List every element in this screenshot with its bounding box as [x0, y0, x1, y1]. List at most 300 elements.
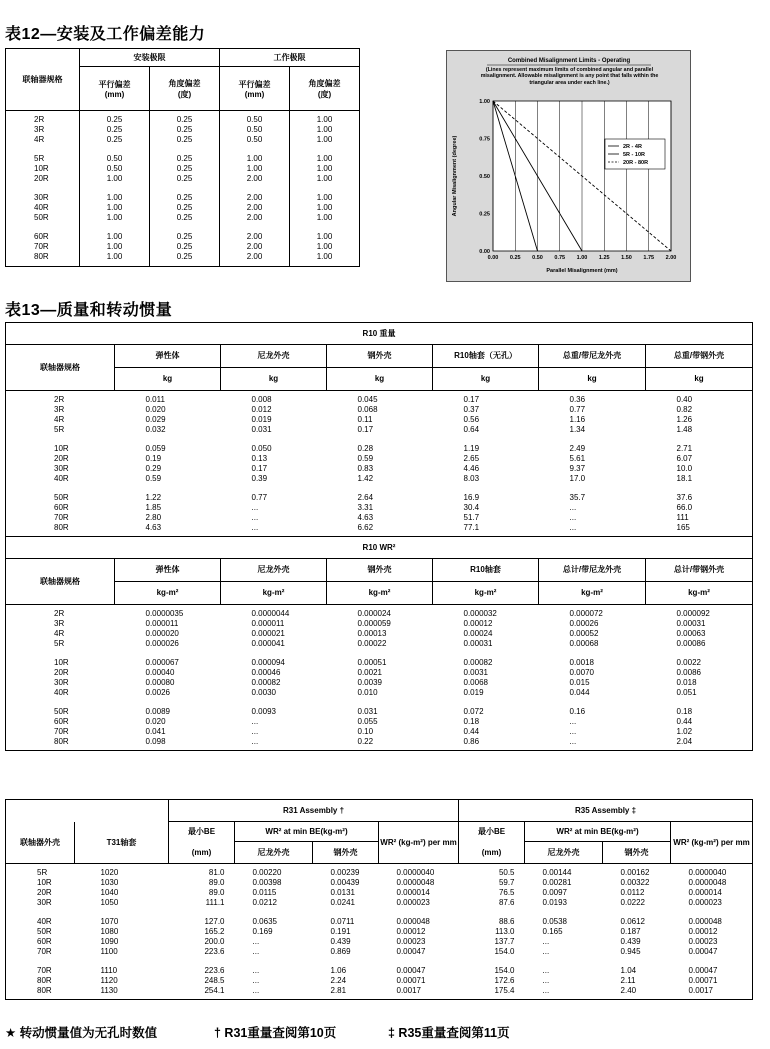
spec-cell: 60R — [37, 936, 52, 946]
value-cell: 4.63 — [145, 522, 162, 532]
value-cell: 1020 — [100, 867, 119, 877]
value-cell: 2.81 — [330, 985, 347, 995]
value-cell: 0.015 — [569, 677, 590, 687]
value-cell: 111 — [676, 512, 689, 522]
spec-cell: 80R — [6, 252, 80, 262]
value-cell: ... — [542, 985, 550, 995]
value-cell: 0.25 — [150, 125, 220, 135]
value-cell: 0.44 — [463, 726, 480, 736]
table-row — [6, 737, 753, 747]
unit-header: kg-m² — [539, 582, 646, 605]
column-header: 尼龙外壳 — [221, 345, 327, 368]
value-cell: 66.0 — [676, 502, 693, 512]
value-cell: 127.0 — [204, 916, 225, 926]
value-cell: 2.04 — [676, 736, 693, 746]
value-cell: 0.25 — [150, 164, 220, 174]
value-cell: 6.07 — [676, 453, 693, 463]
value-cell: 223.6 — [204, 965, 225, 975]
value-cell: 0.000032 — [463, 608, 497, 618]
value-cell: 1.06 — [330, 965, 347, 975]
column-header: 总重/带钢外壳 — [646, 345, 753, 368]
value-cell: 0.25 — [150, 242, 220, 252]
x-tick-label: 1.25 — [598, 255, 610, 261]
value-cell: 0.000021 — [251, 628, 285, 638]
value-cell: 0.59 — [357, 453, 374, 463]
table-row — [6, 503, 753, 513]
spec-cell: 20R — [6, 174, 80, 184]
value-cell: 0.00051 — [357, 657, 387, 667]
section-title: R10 重量 — [6, 323, 753, 345]
value-cell: 0.0000035 — [145, 608, 184, 618]
value-cell: 0.055 — [357, 716, 378, 726]
value-cell: 0.00022 — [357, 638, 387, 648]
assembly-table — [5, 799, 753, 1000]
value-cell: 6.62 — [357, 522, 374, 532]
spec-cell: 80R — [37, 975, 52, 985]
value-cell: ... — [569, 716, 577, 726]
value-cell: 0.50 — [80, 164, 150, 174]
value-cell: 0.165 — [542, 926, 563, 936]
value-cell: 0.0026 — [145, 687, 170, 697]
value-cell: 1.02 — [676, 726, 693, 736]
value-cell: 1.00 — [290, 252, 360, 262]
column-header: 弹性体 — [115, 559, 221, 582]
nylon-header: 尼龙外壳 — [235, 842, 313, 864]
spec-cell: 70R — [54, 726, 69, 736]
value-cell: 0.032 — [145, 424, 166, 434]
value-cell: 0.00047 — [396, 965, 426, 975]
unit-header: kg — [539, 368, 646, 391]
value-cell: 0.0017 — [688, 985, 713, 995]
table-row — [6, 164, 360, 174]
value-cell: 0.945 — [620, 946, 641, 956]
value-cell: 1.00 — [290, 135, 360, 145]
value-cell: 50.5 — [498, 867, 515, 877]
value-cell: 0.000048 — [688, 916, 722, 926]
chart-xlabel: Parallel Misalignment (mm) — [546, 268, 618, 274]
value-cell: 0.000094 — [251, 657, 285, 667]
value-cell: 2.80 — [145, 512, 162, 522]
value-cell: 2.00 — [220, 193, 290, 203]
value-cell: 1.26 — [676, 414, 693, 424]
value-cell: 0.00012 — [463, 618, 493, 628]
value-cell: 0.0021 — [357, 667, 382, 677]
value-cell: 0.00063 — [676, 628, 706, 638]
value-cell: 0.0711 — [330, 916, 355, 926]
value-cell: 254.1 — [204, 985, 225, 995]
table13-title: 表13—质量和转动惯量 — [5, 302, 173, 319]
value-cell: 0.00024 — [463, 628, 493, 638]
spec-cell: 5R — [54, 638, 65, 648]
value-cell: 0.0070 — [569, 667, 594, 677]
value-cell: 0.000048 — [396, 916, 430, 926]
table-row — [6, 609, 753, 619]
value-cell: 0.50 — [80, 154, 150, 164]
value-cell: 0.029 — [145, 414, 166, 424]
value-cell: 0.869 — [330, 946, 351, 956]
section-title: R10 WR² — [6, 537, 753, 559]
table-row — [6, 232, 360, 242]
table-row — [6, 395, 753, 405]
angular-header: 角度偏差 (度) — [150, 67, 220, 111]
value-cell: ... — [251, 522, 259, 532]
value-cell: 0.0212 — [252, 897, 277, 907]
value-cell: ... — [569, 736, 577, 746]
table-row — [6, 242, 360, 252]
value-cell: 0.77 — [251, 492, 268, 502]
value-cell: 1070 — [100, 916, 119, 926]
value-cell: 0.18 — [463, 716, 480, 726]
value-cell: 0.25 — [150, 174, 220, 184]
value-cell: 0.16 — [569, 706, 586, 716]
value-cell: 1.00 — [80, 213, 150, 223]
value-cell: 0.00439 — [330, 877, 360, 887]
value-cell: 2.00 — [220, 213, 290, 223]
value-cell: 0.0000040 — [396, 867, 435, 877]
value-cell: 0.0039 — [357, 677, 382, 687]
value-cell: 0.012 — [251, 404, 272, 414]
value-cell: 0.010 — [357, 687, 378, 697]
value-cell: 0.00026 — [569, 618, 599, 628]
table-row — [6, 868, 753, 878]
value-cell: 0.0222 — [620, 897, 645, 907]
value-cell: 1.00 — [80, 174, 150, 184]
value-cell: ... — [251, 502, 259, 512]
spec-cell: 3R — [54, 618, 65, 628]
table-row — [6, 203, 360, 213]
value-cell: 1.00 — [290, 213, 360, 223]
value-cell: 1.00 — [290, 125, 360, 135]
footnote-ddagger: ‡ R35重量查阅第11页 — [388, 1026, 510, 1040]
table-row — [6, 688, 753, 698]
value-cell: 0.439 — [330, 936, 351, 946]
value-cell: 35.7 — [569, 492, 586, 502]
value-cell: 30.4 — [463, 502, 480, 512]
column-header: R10轴套（无孔） — [433, 345, 539, 368]
value-cell: 0.17 — [357, 424, 374, 434]
value-cell: 0.000023 — [396, 897, 430, 907]
value-cell: 0.00023 — [688, 936, 718, 946]
x-tick-label: 1.50 — [621, 255, 632, 261]
value-cell: 0.439 — [620, 936, 641, 946]
value-cell: 0.000059 — [357, 618, 391, 628]
value-cell: 37.6 — [676, 492, 693, 502]
footnote-star: ★ 转动惯量值为无孔时数值 — [5, 1026, 158, 1040]
spec-cell: 40R — [6, 203, 80, 213]
value-cell: 0.0086 — [676, 667, 701, 677]
value-cell: 0.000011 — [251, 618, 285, 628]
wr2-per-header: WR² (kg-m²) per mm — [379, 822, 459, 864]
value-cell: 1.00 — [290, 193, 360, 203]
legend-label: 5R - 10R — [623, 152, 646, 158]
x-tick-label: 2.00 — [665, 255, 677, 261]
r31-header: R31 Assembly † — [169, 800, 459, 822]
value-cell: 1.00 — [220, 164, 290, 174]
value-cell: ... — [569, 512, 577, 522]
value-cell: 2.49 — [569, 443, 586, 453]
y-tick-label: 0.00 — [479, 249, 490, 255]
x-tick-label: 0.50 — [532, 255, 543, 261]
value-cell: 1.42 — [357, 473, 374, 483]
spec-cell: 60R — [54, 502, 69, 512]
table-row — [6, 464, 753, 474]
value-cell: 0.0031 — [463, 667, 488, 677]
value-cell: 0.25 — [150, 252, 220, 262]
spec-cell: 80R — [37, 985, 52, 995]
value-cell: 0.00047 — [688, 946, 718, 956]
col-spec-header: 联轴器规格 — [6, 49, 80, 111]
value-cell: 1.85 — [145, 502, 162, 512]
legend-label: 2R - 4R — [623, 144, 642, 150]
value-cell: 1.00 — [80, 232, 150, 242]
y-tick-label: 0.50 — [479, 174, 490, 180]
table-row — [6, 252, 360, 262]
table-row — [6, 727, 753, 737]
value-cell: 165 — [676, 522, 690, 532]
value-cell: 1120 — [100, 975, 118, 985]
table-row — [6, 135, 360, 145]
value-cell: 0.000067 — [145, 657, 179, 667]
x-tick-label: 1.00 — [576, 255, 588, 261]
value-cell: 0.019 — [251, 414, 272, 424]
value-cell: 0.0089 — [145, 706, 170, 716]
value-cell: 0.37 — [463, 404, 480, 414]
value-cell: 0.25 — [150, 232, 220, 242]
value-cell: 1.34 — [569, 424, 586, 434]
table-row — [6, 523, 753, 533]
table-row — [6, 425, 753, 435]
value-cell: ... — [251, 726, 259, 736]
value-cell: 0.0022 — [676, 657, 701, 667]
value-cell: 1.00 — [80, 193, 150, 203]
spec-cell: 3R — [6, 125, 80, 135]
value-cell: 0.000041 — [251, 638, 285, 648]
table-row — [6, 678, 753, 688]
spec-cell: 70R — [54, 512, 69, 522]
r35-header: R35 Assembly ‡ — [459, 800, 753, 822]
value-cell: 0.00082 — [251, 677, 281, 687]
value-cell: 113.0 — [495, 926, 515, 936]
table-row — [6, 888, 753, 898]
value-cell: 0.008 — [251, 394, 272, 404]
table-row — [6, 415, 753, 425]
misalignment-chart — [446, 50, 691, 282]
spec-cell: 4R — [54, 414, 65, 424]
wr2-min-header: WR² at min BE(kg-m²) — [235, 822, 379, 842]
table-row — [6, 493, 753, 503]
value-cell: 17.0 — [569, 473, 586, 483]
value-cell: 1090 — [100, 936, 119, 946]
value-cell: 1040 — [100, 887, 119, 897]
parallel-header: 平行偏差 (mm) — [80, 67, 150, 111]
value-cell: 0.39 — [251, 473, 268, 483]
value-cell: 51.7 — [463, 512, 480, 522]
value-cell: 1.00 — [290, 164, 360, 174]
weight-inertia-table — [5, 322, 753, 751]
value-cell: 0.25 — [150, 213, 220, 223]
value-cell: 0.28 — [357, 443, 374, 453]
table-row — [6, 154, 360, 164]
value-cell: 4.46 — [463, 463, 480, 473]
column-header: 总重/带尼龙外壳 — [539, 345, 646, 368]
value-cell: 1.16 — [569, 414, 586, 424]
value-cell: 0.0000040 — [688, 867, 727, 877]
parallel-header: 平行偏差 (mm) — [220, 67, 290, 111]
value-cell: 0.019 — [463, 687, 484, 697]
value-cell: ... — [569, 522, 577, 532]
operate-limit-header: 工作极限 — [220, 49, 360, 67]
value-cell: 4.63 — [357, 512, 374, 522]
spec-cell: 10R — [54, 657, 69, 667]
value-cell: 0.00322 — [620, 877, 650, 887]
x-tick-label: 0.25 — [509, 255, 521, 261]
min-be-header: 最小BE — [169, 822, 235, 842]
value-cell: 0.77 — [569, 404, 586, 414]
value-cell: 0.000092 — [676, 608, 710, 618]
value-cell: 9.37 — [569, 463, 586, 473]
value-cell: 0.018 — [676, 677, 697, 687]
value-cell: 0.00144 — [542, 867, 572, 877]
value-cell: 0.25 — [150, 193, 220, 203]
spec-cell: 20R — [54, 667, 69, 677]
spec-cell: 30R — [54, 463, 69, 473]
legend-label: 20R - 80R — [623, 160, 649, 166]
value-cell: 0.059 — [145, 443, 166, 453]
unit-header: kg — [115, 368, 221, 391]
spec-cell: 3R — [54, 404, 65, 414]
spec-cell: 2R — [54, 608, 65, 618]
footnote-dagger: † R31重量查阅第10页 — [214, 1026, 337, 1040]
value-cell: 0.00031 — [676, 618, 706, 628]
value-cell: 1.48 — [676, 424, 693, 434]
spec-cell: 20R — [54, 453, 69, 463]
table-row — [6, 444, 753, 454]
value-cell: ... — [542, 975, 550, 985]
chart-svg — [447, 51, 692, 283]
column-header: 钢外壳 — [327, 559, 433, 582]
value-cell: 0.18 — [676, 706, 693, 716]
value-cell: 0.50 — [220, 115, 290, 125]
value-cell: 0.40 — [676, 394, 693, 404]
value-cell: 0.00012 — [688, 926, 718, 936]
value-cell: 10.0 — [676, 463, 693, 473]
value-cell: 0.25 — [150, 203, 220, 213]
value-cell: ... — [252, 975, 260, 985]
table-row — [6, 898, 753, 908]
unit-header: kg — [433, 368, 539, 391]
value-cell: 0.50 — [220, 135, 290, 145]
value-cell: 0.031 — [357, 706, 378, 716]
spec-cell: 70R — [37, 965, 52, 975]
spec-cell: 50R — [37, 926, 52, 936]
value-cell: ... — [252, 946, 260, 956]
table-row — [6, 717, 753, 727]
value-cell: 172.6 — [494, 975, 515, 985]
value-cell: 89.0 — [208, 877, 225, 887]
value-cell: 18.1 — [676, 473, 693, 483]
value-cell: 88.6 — [498, 916, 515, 926]
value-cell: 0.00220 — [252, 867, 282, 877]
x-tick-label: 0.00 — [487, 255, 499, 261]
value-cell: 8.03 — [463, 473, 480, 483]
value-cell: 16.9 — [463, 492, 480, 502]
value-cell: 0.86 — [463, 736, 480, 746]
value-cell: 0.044 — [569, 687, 590, 697]
value-cell: 0.56 — [463, 414, 480, 424]
value-cell: 175.4 — [494, 985, 515, 995]
y-tick-label: 0.25 — [479, 211, 490, 218]
value-cell: 165.2 — [204, 926, 225, 936]
unit-header: kg-m² — [433, 582, 539, 605]
value-cell: 1080 — [100, 926, 119, 936]
value-cell: 0.25 — [150, 135, 220, 145]
value-cell: 0.50 — [220, 125, 290, 135]
spec-cell: 70R — [6, 242, 80, 252]
value-cell: 137.7 — [494, 936, 515, 946]
chart-title: Combined Misalignment Limits - Operating — [507, 58, 631, 64]
value-cell: ... — [252, 985, 260, 995]
unit-header: kg — [327, 368, 433, 391]
spec-cell: 30R — [37, 897, 52, 907]
value-cell: 0.44 — [676, 716, 693, 726]
value-cell: 0.82 — [676, 404, 693, 414]
value-cell: 0.19 — [145, 453, 162, 463]
column-header: 钢外壳 — [327, 345, 433, 368]
spec-cell: 5R — [37, 867, 48, 877]
install-limit-header: 安装极限 — [80, 49, 220, 67]
value-cell: ... — [542, 965, 550, 975]
value-cell: ... — [252, 936, 260, 946]
value-cell: 1.22 — [145, 492, 162, 502]
spec-cell: 40R — [37, 916, 52, 926]
value-cell: 0.00080 — [145, 677, 175, 687]
value-cell: 0.13 — [251, 453, 268, 463]
value-cell: 2.00 — [220, 232, 290, 242]
spec-cell: 2R — [54, 394, 65, 404]
value-cell: 0.36 — [569, 394, 586, 404]
value-cell: 1.00 — [290, 232, 360, 242]
table-row — [6, 927, 753, 937]
value-cell: 1.00 — [290, 154, 360, 164]
x-tick-label: 1.75 — [643, 255, 655, 261]
value-cell: 3.31 — [357, 502, 374, 512]
table-row — [6, 707, 753, 717]
value-cell: 0.17 — [251, 463, 268, 473]
table-row — [6, 658, 753, 668]
value-cell: 2.40 — [620, 985, 637, 995]
spec-cell: 10R — [37, 877, 52, 887]
spec-cell: 4R — [6, 135, 80, 145]
value-cell: ... — [251, 716, 259, 726]
column-header: R10轴套 — [433, 559, 539, 582]
value-cell: 0.00023 — [396, 936, 426, 946]
value-cell: 1.19 — [463, 443, 480, 453]
value-cell: 0.187 — [620, 926, 641, 936]
spec-cell: 4R — [54, 628, 65, 638]
value-cell: 111.1 — [205, 897, 225, 907]
spec-cell: 30R — [54, 677, 69, 687]
table-row — [6, 639, 753, 649]
value-cell: ... — [542, 946, 550, 956]
value-cell: 0.00012 — [396, 926, 426, 936]
value-cell: ... — [569, 502, 577, 512]
value-cell: 0.0112 — [620, 887, 645, 897]
value-cell: 154.0 — [494, 946, 515, 956]
value-cell: 0.25 — [80, 135, 150, 145]
value-cell: 0.0000044 — [251, 608, 290, 618]
table-row — [6, 878, 753, 888]
value-cell: 87.6 — [498, 897, 515, 907]
